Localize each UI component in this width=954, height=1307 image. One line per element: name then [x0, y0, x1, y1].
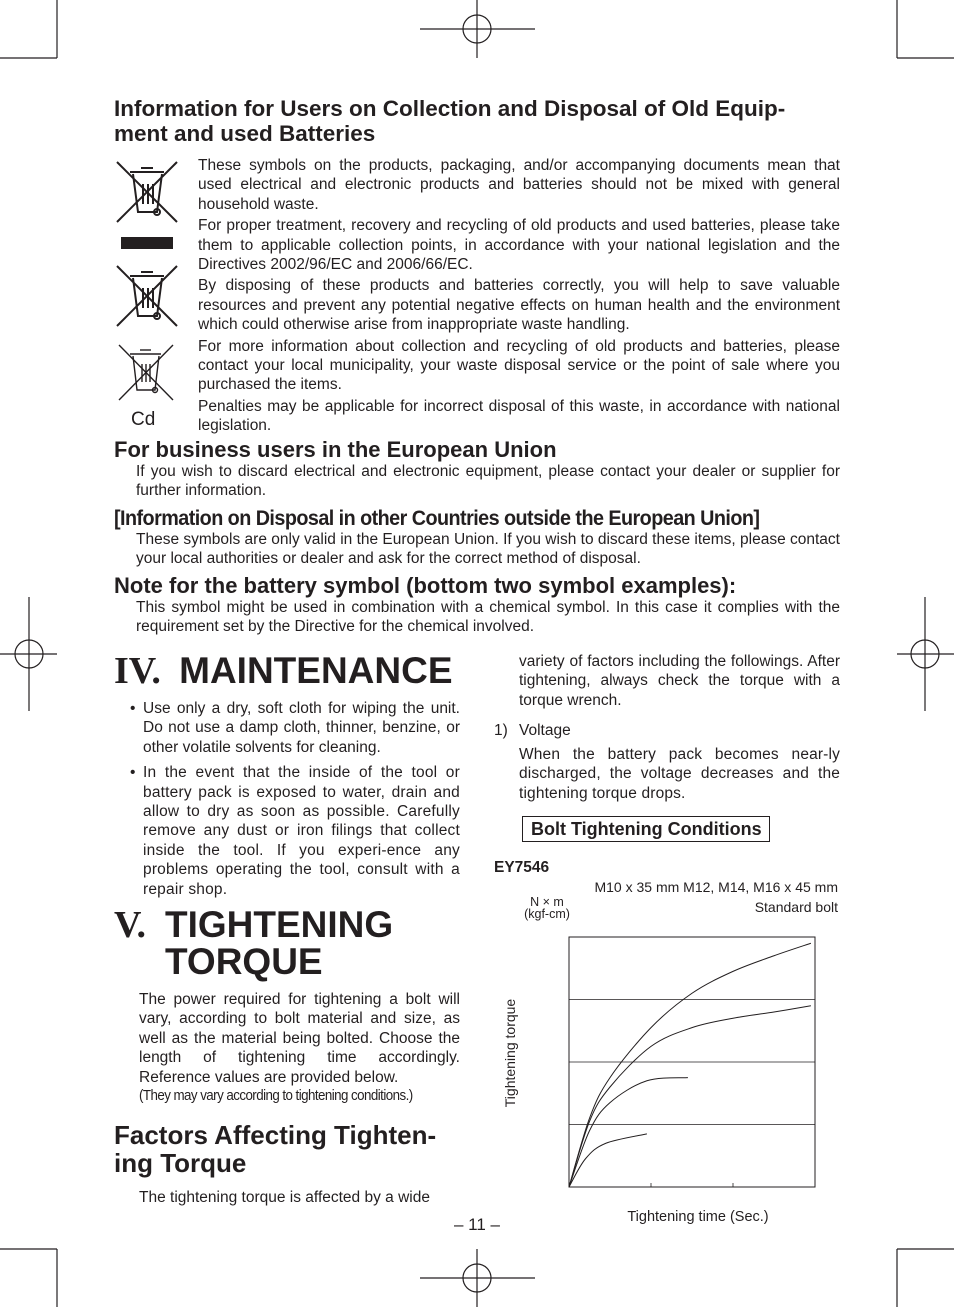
page-number: – 11 – — [453, 1215, 500, 1234]
torque-curve-4 — [569, 1134, 647, 1187]
disposal-paragraph: By disposing of these products and batteries correctly, you will help to save valuable resources and prevent any potential negative effects on human health and the environment which could otherwise arise from inappropriate waste handling. — [198, 277, 840, 334]
voltage-item — [494, 721, 840, 740]
crossed-bin-icon — [113, 158, 181, 226]
business-text: If you wish to discard electrical and electronic equipment, please contact your dealer or supplier for further information. — [136, 463, 840, 500]
disposal-text — [198, 156, 840, 436]
factors-text-continued: variety of factors including the followings. After tightening, always check the torque with a torque wrench. — [519, 653, 840, 709]
torque-curve-1 — [569, 943, 811, 1187]
factors-heading — [114, 1121, 464, 1177]
list-item: • In the event that the inside of the tool or battery pack is exposed to water, drain and allow to dry as soon as possible. Carefully remove any dust or iron filings that collect inside the tool. If you experi-ence any problems operating the tool, consult with a repair shop. — [130, 763, 460, 899]
crossed-bin-cd-icon — [115, 342, 177, 404]
torque-title-line2: TORQUE — [165, 941, 323, 982]
model-label: EY7546 — [494, 859, 550, 876]
crossed-bin-icon — [113, 262, 181, 330]
y-unit-line1: N × m — [530, 895, 564, 909]
bolt-conditions-label: Bolt Tightening Conditions — [522, 816, 770, 842]
disposal-heading-line2: ment and used Batteries — [114, 121, 376, 146]
maintenance-title — [114, 652, 453, 690]
bolt-sizes: M10 x 35 mm M12, M14, M16 x 45 mm — [594, 879, 838, 895]
voltage-text: When the battery pack becomes near-ly discharged, the voltage decreases and the tightening torque drops. — [519, 746, 840, 802]
torque-curve-2 — [569, 1006, 811, 1187]
bolt-type: Standard bolt — [754, 899, 838, 915]
y-unit — [520, 896, 574, 920]
disposal-paragraph: For proper treatment, recovery and recycling of old products and used batteries, please take them to applicable collection points, in accordance with your national legislation and the Directives 2002/96/EC and 2006/66/EC. — [198, 217, 840, 274]
maintenance-list — [130, 699, 460, 905]
chemical-symbol: Cd — [131, 409, 156, 430]
list-item: • Use only a dry, soft cloth for wiping the unit. Do not use a damp cloth, thinner, benzine, or other volatile solvents for cleaning. — [130, 699, 460, 757]
torque-title-line1: TIGHTENING — [165, 904, 394, 945]
section-numeral: V. — [114, 904, 147, 946]
battery-note-text: This symbol might be used in combination with a chemical symbol. In this case it complies with the requirement set by the Directive for the chemical involved. — [136, 599, 840, 636]
torque-note: (They may vary according to tightening conditions.) — [139, 1088, 413, 1105]
factors-text: The tightening torque is affected by a wide — [139, 1189, 430, 1206]
y-axis-label: Tightening torque — [502, 998, 518, 1108]
disposal-paragraph: For more information about collection and recycling of old products and batteries, please contact your local municipality, your waste disposal service or the point of sale where you purchased the items. — [198, 337, 840, 394]
disposal-heading-line1: Information for Users on Collection and Disposal of Old Equip- — [114, 96, 786, 121]
outside-eu-text: These symbols are only valid in the European Union. If you wish to discard these items, please contact your local authorities or dealer and ask for the correct method of disposal. — [136, 531, 840, 568]
voltage-label: Voltage — [519, 722, 571, 739]
torque-curve-3 — [569, 1078, 688, 1187]
factors-heading-line2: ing Torque — [114, 1148, 247, 1178]
maintenance-title-text: MAINTENANCE — [179, 650, 453, 691]
torque-chart — [560, 930, 830, 1195]
section-numeral: IV. — [114, 650, 161, 692]
disposal-paragraph: Penalties may be applicable for incorrect disposal of this waste, in accordance with national legislation. — [198, 397, 840, 435]
x-axis-label: Tightening time (Sec.) — [627, 1209, 769, 1225]
disposal-heading — [114, 96, 844, 146]
torque-intro — [139, 990, 460, 1106]
disposal-paragraph: These symbols on the products, packaging, and/or accompanying documents mean that used electrical and electronic products and batteries should not be mixed with general household waste. — [198, 157, 840, 213]
business-heading: For business users in the European Union — [114, 437, 557, 462]
torque-title-text — [165, 906, 485, 980]
factors-heading-line1: Factors Affecting Tighten- — [114, 1120, 437, 1150]
torque-intro-text: The power required for tightening a bolt will vary, according to bolt material and size, as well as the material being bolted. Choose the length of tightening time accordingly. Reference values are provided below. — [139, 991, 460, 1086]
voltage-number: 1) — [494, 722, 508, 739]
black-bar-icon — [121, 237, 173, 249]
y-unit-line2: (kgf-cm) — [524, 907, 570, 921]
outside-eu-heading: [Information on Disposal in other Countries outside the European Union] — [114, 506, 760, 530]
battery-note-heading: Note for the battery symbol (bottom two symbol examples): — [114, 573, 737, 598]
